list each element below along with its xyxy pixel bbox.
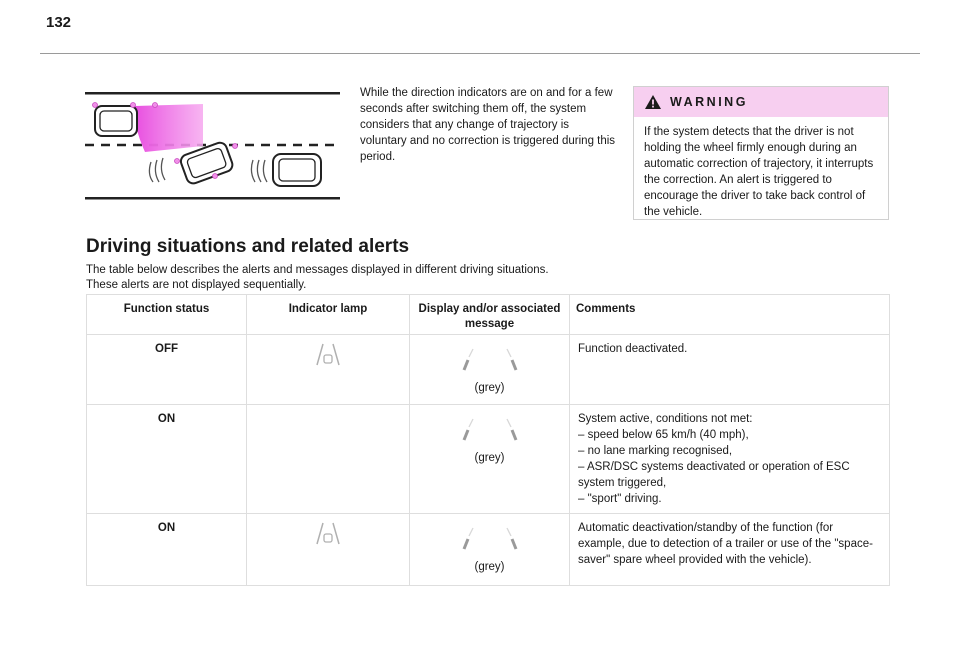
section-description (86, 263, 549, 293)
detection-zone (135, 104, 203, 152)
lane-lines-icon (459, 522, 521, 552)
section-desc-line-2: These alerts are not displayed sequentially. (86, 279, 307, 291)
row-lamp-cell-empty (247, 405, 410, 514)
section-desc-line-1: The table below describes the alerts and messages displayed in different driving situations. (86, 264, 549, 276)
lane-lines-icon (459, 343, 521, 373)
section-title: Driving situations and related alerts (86, 236, 410, 257)
header-divider (40, 53, 920, 54)
header-function-status: Function status (87, 295, 247, 335)
table-row (87, 514, 890, 586)
warning-triangle-icon (644, 94, 662, 110)
row-display-cell (410, 514, 570, 586)
lane-lines-icon (459, 413, 521, 443)
comment-line: – ASR/DSC systems deactivated or operation of ESC system triggered, (578, 461, 850, 489)
lane-keeping-illustration (85, 86, 340, 206)
row-display-cell (410, 335, 570, 405)
lane-keeping-car-icon (315, 341, 341, 367)
row-status: ON (87, 514, 247, 586)
display-caption: (grey) (474, 561, 505, 573)
display-caption: (grey) (474, 382, 505, 394)
lane-keeping-car-icon (315, 520, 341, 546)
comment-line: – "sport" driving. (578, 493, 662, 505)
row-lamp-cell (247, 335, 410, 405)
warning-title: WARNING (670, 95, 748, 109)
comment-line: Function deactivated. (578, 343, 688, 355)
row-lamp-cell (247, 514, 410, 586)
warning-body: If the system detects that the driver is not holding the wheel firmly enough during an automatic correction of trajectory, it interrupts the correction. An alert is triggered to encourage the driver to take back control of the vehicle. (644, 126, 874, 218)
header-comments: Comments (570, 295, 890, 335)
row-status: OFF (87, 335, 247, 405)
display-caption: (grey) (474, 452, 505, 464)
alerts-table (86, 294, 890, 586)
row-comments (570, 335, 890, 405)
table-row (87, 405, 890, 514)
table-row (87, 335, 890, 405)
comment-line: – no lane marking recognised, (578, 445, 733, 457)
header-indicator-lamp: Indicator lamp (247, 295, 410, 335)
page-number: 132 (46, 14, 72, 31)
warning-header (634, 87, 888, 117)
table-header-row (87, 295, 890, 335)
row-display-cell (410, 405, 570, 514)
row-comments (570, 514, 890, 586)
intro-paragraph: While the direction indicators are on and for a few seconds after switching them off, the system considers that any change of trajectory is voluntary and no correction is triggered during this period. (360, 87, 616, 163)
warning-box (633, 86, 889, 220)
car-corrected (273, 154, 321, 186)
comment-line: Automatic deactivation/standby of the function (for example, due to detection of a trailer or use of the "space-saver" spare wheel provided with the vehicle). (578, 522, 873, 566)
row-status: ON (87, 405, 247, 514)
comment-line: System active, conditions not met: (578, 413, 753, 425)
comment-line: – speed below 65 km/h (40 mph), (578, 429, 749, 441)
row-comments (570, 405, 890, 514)
car-top-lane (95, 106, 137, 136)
header-display-message: Display and/or associated message (410, 295, 570, 335)
